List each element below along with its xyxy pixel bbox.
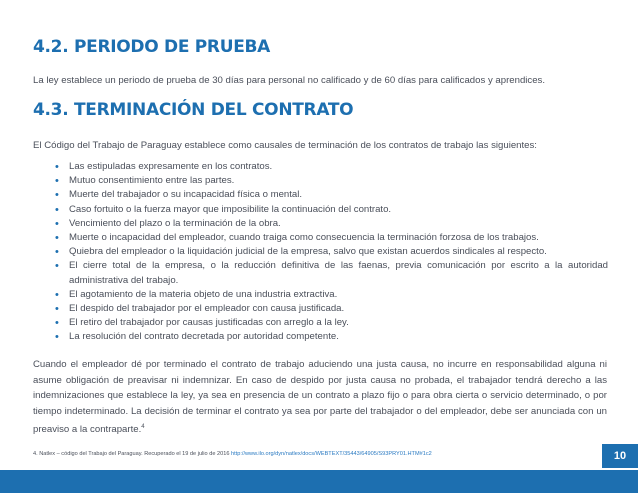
section-heading-terminacion-contrato: 4.3. TERMINACIÓN DEL CONTRATO: [33, 100, 354, 120]
bullet-icon: •: [55, 232, 59, 245]
bullet-icon: •: [55, 217, 59, 230]
page-number: 10: [613, 450, 627, 462]
list-item-text: Mutuo consentimiento entre las partes.: [69, 175, 235, 187]
bullet-icon: •: [55, 303, 59, 316]
bullet-icon: •: [55, 331, 59, 344]
list-item: [55, 231, 608, 245]
list-item: [55, 217, 608, 231]
list-item-text: Muerte del trabajador o su incapacidad física o mental.: [69, 189, 303, 201]
list-item: [55, 316, 608, 330]
list-item-text: Vencimiento del plazo o la terminación de la obra.: [69, 217, 281, 229]
paragraph-terminacion-intro: El Código del Trabajo de Paraguay establece como causales de terminación de los contratos de trabajo las siguientes:: [33, 140, 537, 151]
list-item: [55, 330, 608, 344]
bullet-icon: •: [55, 288, 59, 301]
footnote: [33, 451, 432, 457]
list-item: [55, 288, 608, 302]
list-item: [55, 188, 608, 202]
footnote-text: 4. Natlex – código del Trabajo del Paraguay. Recuperado el 19 de julio de 2016: [33, 451, 230, 457]
list-item-text: Quiebra del empleador o la liquidación judicial de la empresa, salvo que existan acuerdos sindicales al respecto.: [69, 246, 547, 258]
section-heading-periodo-de-prueba: 4.2. PERIODO DE PRUEBA: [33, 37, 271, 57]
termination-causes-list: [55, 160, 608, 345]
bullet-icon: •: [55, 246, 59, 259]
list-item-text: El cierre total de la empresa, o la reducción definitiva de las faenas, previa comunicación por escrito a la autoridad administrativa del trabajo.: [69, 260, 608, 286]
list-item-text: Muerte o incapacidad del empleador, cuando traiga como consecuencia la terminación forzosa de los trabajos.: [69, 232, 539, 244]
bullet-icon: •: [55, 203, 59, 216]
bullet-icon: •: [55, 189, 59, 202]
bullet-icon: •: [55, 260, 59, 273]
paragraph-periodo-de-prueba: La ley establece un periodo de prueba de 30 días para personal no calificado y de 60 días para calificados y aprendices.: [33, 75, 546, 86]
list-item: [55, 160, 608, 174]
list-item-text: La resolución del contrato decretada por autoridad competente.: [69, 331, 339, 343]
list-item: [55, 259, 608, 287]
closing-text: Cuando el empleador dé por terminado el contrato de trabajo aduciendo una justa causa, no incurre en responsabilidad alguna ni asume obligación de preavisar ni indemnizar. En caso de despido por justa causa no probada, el trabajador tendrá derecho a las indemnizaciones que establece la ley, ya sea en presencia de un contrato a plazo fijo o para obra cierta o servicio determinado, o por tiempo indeterminado. La decisión de terminar el contrato ya sea por parte del trabajador o del empleador, debe ser anunciada con un preaviso a la contraparte.: [33, 359, 607, 435]
list-item: [55, 302, 608, 316]
list-item-text: El retiro del trabajador por causas justificadas con arreglo a la ley.: [69, 317, 349, 329]
paragraph-terminacion-closing: [33, 357, 607, 438]
list-item: [55, 245, 608, 259]
list-item: [55, 203, 608, 217]
list-item: [55, 174, 608, 188]
page-number-badge: [602, 444, 638, 468]
footnote-reference[interactable]: 4: [141, 423, 145, 430]
bullet-icon: •: [55, 317, 59, 330]
list-item-text: El agotamiento de la materia objeto de una industria extractiva.: [69, 288, 338, 300]
bullet-icon: •: [55, 175, 59, 188]
bullet-icon: •: [55, 161, 59, 173]
list-item-text: Caso fortuito o la fuerza mayor que imposibilite la continuación del contrato.: [69, 203, 392, 215]
footnote-link[interactable]: http://www.ilo.org/dyn/natlex/docs/WEBTEXT/35443/64905/S93PRY01.HTM#1c2: [231, 451, 432, 457]
list-item-text: Las estipuladas expresamente en los contratos.: [69, 161, 273, 172]
footer-bar: [0, 470, 638, 493]
list-item-text: El despido del trabajador por el empleador con causa justificada.: [69, 303, 345, 315]
